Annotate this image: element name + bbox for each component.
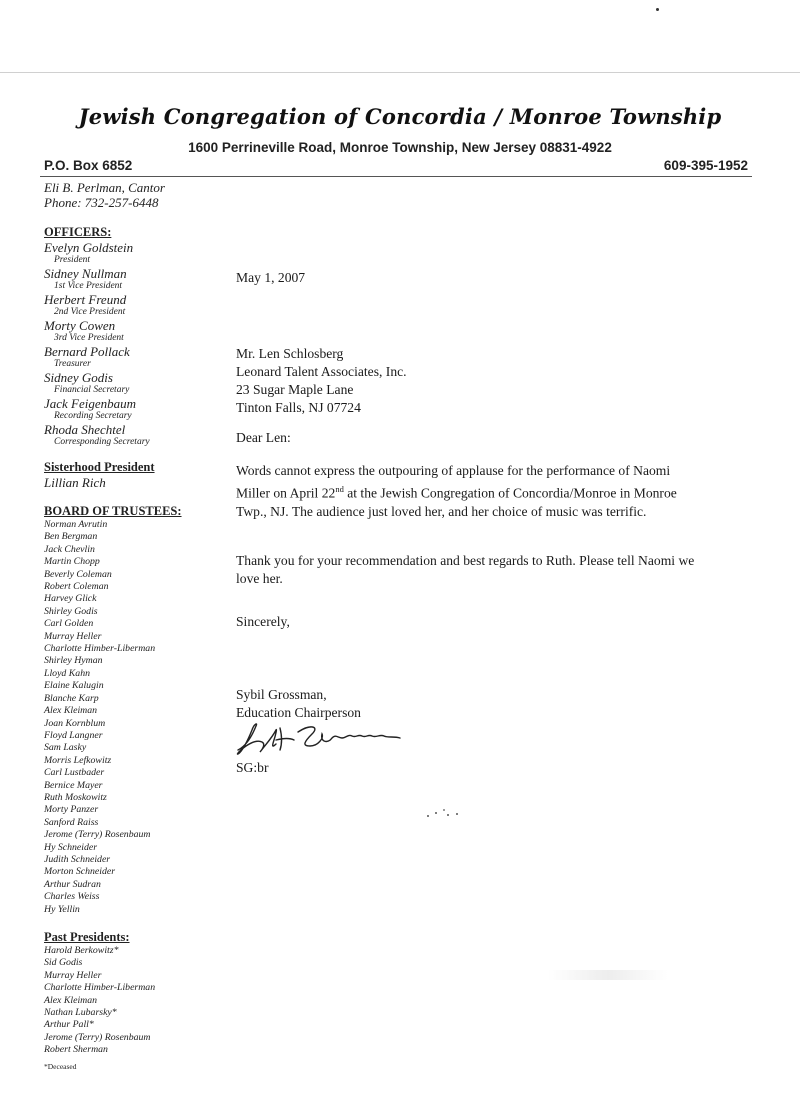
trustee-name: Shirley Godis [44, 605, 98, 617]
ordinal-suffix: nd [335, 484, 344, 494]
trustee-name: Alex Kleiman [44, 705, 98, 717]
trustees-list [44, 519, 244, 916]
trustee-name: Carl Golden [44, 618, 94, 630]
sisterhood-president: Lillian Rich [44, 475, 106, 490]
officer-title: 3rd Vice President [54, 333, 124, 343]
trustee-name: Joan Kornblum [44, 717, 106, 729]
past-president-name: Harold Berkowitz* [44, 945, 119, 956]
past-president-name: Charlotte Himber-Liberman [44, 982, 156, 994]
paragraph-1-text: Words cannot express the outpouring of applause for the performance of Naomi Miller on April 22 [236, 463, 671, 501]
sisterhood-heading: Sisterhood President [44, 460, 155, 474]
past-president-name: Alex Kleiman [44, 994, 98, 1006]
sidebar [44, 180, 244, 1073]
cantor-name: Eli B. Perlman, Cantor [44, 180, 165, 195]
officer-title: Treasurer [54, 359, 91, 369]
officers-list [44, 241, 244, 448]
trustee-name: Lloyd Kahn [44, 667, 90, 679]
cantor-phone: Phone: 732-257-6448 [44, 195, 159, 210]
scan-edge-line [0, 72, 800, 73]
past-presidents-list [44, 945, 244, 1057]
trustee-name: Blanche Karp [44, 692, 99, 704]
org-phone: 609-395-1952 [663, 158, 748, 173]
trustees-heading: BOARD OF TRUSTEES: [44, 504, 182, 518]
trustee-name: Beverly Coleman [44, 568, 112, 580]
officer-title: President [54, 255, 91, 265]
recipient-line: Leonard Talent Associates, Inc. [236, 364, 407, 379]
past-presidents-heading: Past Presidents: [44, 930, 130, 944]
recipient-line: Tinton Falls, NJ 07724 [236, 400, 361, 415]
past-president-name: Jerome (Terry) Rosenbaum [44, 1031, 151, 1043]
officer-entry [44, 345, 244, 370]
trustee-name: Ben Bergman [44, 531, 98, 543]
deceased-note: *Deceased [44, 1061, 77, 1071]
trustee-name: Judith Schneider [44, 853, 111, 865]
officer-entry [44, 267, 244, 292]
officer-title: Financial Secretary [54, 385, 130, 395]
org-address: 1600 Perrineville Road, Monroe Township, New Jersey 08831-4922 [188, 140, 612, 155]
past-president-name: Sid Godis [44, 957, 83, 969]
scan-speck [656, 8, 659, 11]
trustee-name: Sanford Raiss [44, 816, 99, 828]
signature-image [232, 716, 412, 760]
officer-title: Recording Secretary [54, 411, 132, 421]
trustee-name: Charlotte Himber-Liberman [44, 643, 156, 655]
officer-entry [44, 319, 244, 344]
past-president-name: Arthur Pall* [44, 1019, 94, 1031]
officer-name: Morty Cowen [44, 318, 116, 333]
trustee-name: Jack Chevlin [44, 543, 95, 555]
trustee-name: Charles Weiss [44, 891, 100, 903]
officer-title: Corresponding Secretary [54, 437, 150, 447]
recipient-address [236, 345, 407, 417]
trustee-name: Morton Schneider [44, 866, 116, 878]
trustee-name: Harvey Glick [44, 593, 97, 605]
past-president-name: Murray Heller [44, 969, 102, 981]
trustee-name: Martin Chopp [44, 556, 100, 568]
trustee-name: Floyd Langner [44, 729, 103, 741]
trustee-name: Jerome (Terry) Rosenbaum [44, 829, 151, 841]
trustee-name: Bernice Mayer [44, 779, 103, 791]
salutation: Dear Len: [236, 430, 291, 445]
signer-title: Education Chairperson [236, 705, 361, 720]
signer-name: Sybil Grossman, [236, 687, 327, 702]
letter-date: May 1, 2007 [236, 270, 306, 285]
recipient-line: Mr. Len Schlosberg [236, 346, 344, 361]
officer-entry [44, 241, 244, 266]
po-box: P.O. Box 6852 [44, 158, 133, 173]
trustee-name: Morty Panzer [44, 804, 99, 816]
trustee-name: Sam Lasky [44, 742, 87, 754]
trustee-name: Murray Heller [44, 630, 102, 642]
officers-heading: OFFICERS: [44, 225, 112, 239]
trustee-name: Arthur Sudran [44, 878, 101, 890]
scan-noise [424, 806, 464, 820]
officer-name: Rhoda Shechtel [44, 422, 126, 437]
header-divider [40, 176, 752, 177]
trustee-name: Robert Coleman [44, 581, 109, 593]
officer-entry [44, 397, 244, 422]
trustee-name: Hy Yellin [44, 903, 80, 915]
officer-name: Sidney Godis [44, 370, 113, 385]
closing: Sincerely, [236, 614, 290, 629]
past-president-name: Nathan Lubarsky* [44, 1007, 117, 1019]
paragraph-1 [236, 462, 706, 521]
officer-name: Bernard Pollack [44, 344, 130, 359]
faint-bleedthrough [548, 970, 668, 980]
trustee-name: Morris Lefkowitz [44, 754, 112, 766]
officer-entry [44, 423, 244, 448]
paragraph-2: Thank you for your recommendation and best regards to Ruth. Please tell Naomi we love her. [236, 553, 695, 586]
recipient-line: 23 Sugar Maple Lane [236, 382, 354, 397]
trustee-name: Hy Schneider [44, 841, 98, 853]
officer-name: Jack Feigenbaum [44, 396, 137, 411]
officer-name: Herbert Freund [44, 292, 127, 307]
officer-entry [44, 371, 244, 396]
trustee-name: Elaine Kalugin [44, 680, 104, 692]
paragraph-1-text-cont: at the Jewish Congregation of Concordia/Monroe in Monroe Twp., NJ. The audience just loved her, and her choice of music was terrific. [236, 485, 677, 519]
officer-name: Evelyn Goldstein [44, 240, 134, 255]
trustee-name: Shirley Hyman [44, 655, 103, 667]
past-president-name: Robert Sherman [44, 1044, 108, 1056]
officer-title: 1st Vice President [54, 281, 123, 291]
typist-initials: SG:br [236, 760, 269, 775]
officer-title: 2nd Vice President [54, 307, 126, 317]
org-name: Jewish Congregation of Concordia / Monroe Township [78, 104, 722, 129]
trustee-name: Norman Avrutin [44, 519, 108, 530]
officer-name: Sidney Nullman [44, 266, 127, 281]
trustee-name: Carl Lustbader [44, 767, 105, 779]
trustee-name: Ruth Moskowitz [44, 791, 107, 803]
officer-entry [44, 293, 244, 318]
